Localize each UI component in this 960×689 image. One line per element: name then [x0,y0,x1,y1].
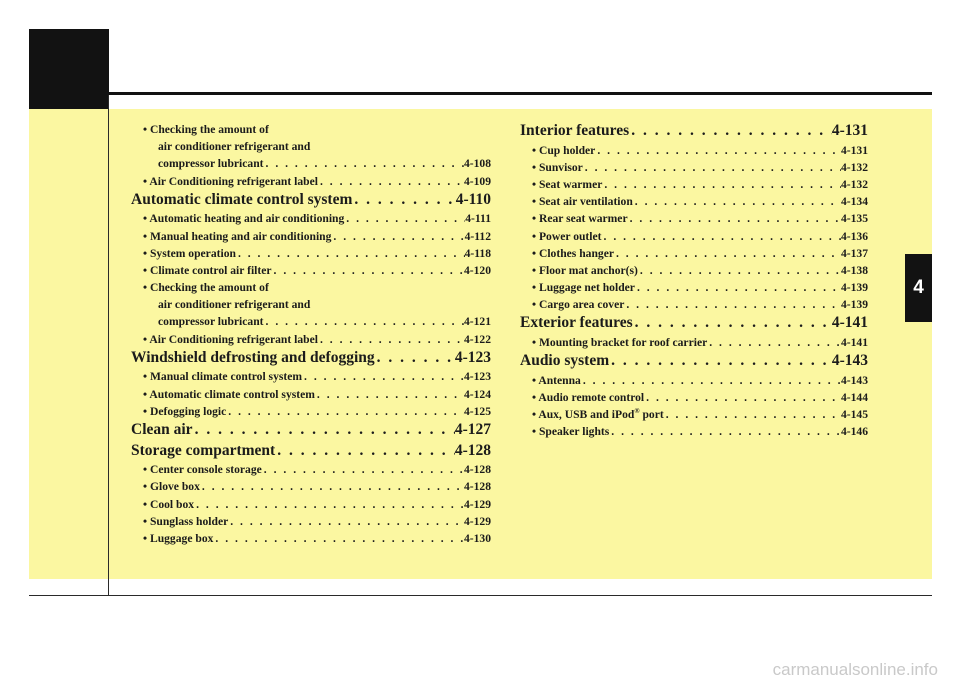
toc-entry-label [532,210,628,227]
dot-leader [707,334,841,351]
dot-leader [302,368,464,385]
dot-leader [633,193,841,210]
toc-subentry[interactable] [131,313,491,330]
toc-subentry[interactable] [131,513,491,530]
page-number: 4-118 [464,246,491,260]
toc-subentry[interactable] [131,210,491,227]
toc-entry-label [143,228,331,245]
page-number: 4-144 [840,391,868,405]
watermark: carmanualsonline.info [772,660,938,679]
page-number: 4-128 [454,441,491,459]
dot-leader [629,121,832,142]
dot-leader [635,279,841,296]
toc-entry-label [143,386,315,403]
entry-label-text: • Audio remote control [532,391,645,405]
toc-subentry[interactable] [520,142,868,159]
dot-leader [331,228,464,245]
toc-subentry[interactable] [520,228,868,245]
toc-subentry[interactable] [131,496,491,513]
toc-entry-label [158,313,264,330]
toc-entry-text: air conditioner refrigerant and [158,140,311,154]
toc-section-entry[interactable] [131,348,491,369]
dot-leader [664,406,841,423]
toc-subentry[interactable] [520,372,868,389]
dot-leader [228,513,464,530]
dot-leader [200,478,464,495]
entry-label-text: Automatic climate control system [131,190,353,208]
entry-label-text: • Floor mat anchor(s) [532,263,638,277]
toc-subentry[interactable] [131,403,491,420]
toc-subentry[interactable] [131,173,491,190]
registered-mark: ® [634,407,640,416]
dot-leader [226,403,464,420]
page-number: 4-123 [454,348,491,366]
toc-subentry[interactable] [520,245,868,262]
toc-section-entry[interactable] [520,121,868,142]
toc-entry-label [143,210,344,227]
entry-label-text: • Automatic climate control system [143,387,315,401]
toc-entry-label [532,279,635,296]
page-number: 4-125 [463,404,491,418]
dot-leader [275,441,455,462]
dot-leader [624,296,841,313]
toc-entry-label [532,372,581,389]
toc-entry-label [532,296,624,313]
page-number: 4-128 [463,463,491,477]
toc-right-column [520,121,868,441]
entry-label-text: • Power outlet [532,229,602,243]
toc-entry-label [143,245,236,262]
entry-label-text: • Glove box [143,480,200,494]
entry-label-text: Storage compartment [131,441,276,459]
toc-section-entry[interactable] [520,351,868,372]
toc-subentry[interactable] [520,389,868,406]
toc-subentry[interactable] [131,262,491,279]
page-number: 4-130 [463,531,491,545]
chapter-tab[interactable]: 4 [905,254,932,322]
entry-label-text: • Manual climate control system [143,370,303,384]
entry-label-text: • Cup holder [532,143,596,157]
page-number: 4-127 [454,421,491,438]
toc-entry-label [143,331,318,348]
dot-leader [352,190,455,211]
entry-label-text: • System operation [143,246,236,260]
dot-leader [581,372,841,389]
toc-subentry[interactable] [131,461,491,478]
page-number: 4-109 [463,174,491,188]
entry-label-text: • Air Conditioning refrigerant label [143,174,318,188]
toc-entry-label [532,245,614,262]
toc-entry-label [532,142,595,159]
toc-subentry[interactable] [520,334,868,351]
toc-entry-label [131,441,275,462]
dot-leader [315,386,464,403]
toc-entry-label [143,368,302,385]
dot-leader [272,262,464,279]
toc-entry-label [131,348,375,369]
dot-leader [602,176,841,193]
dot-leader [262,461,464,478]
entry-label-text: • Cool box [143,497,195,511]
page-number: 4-132 [840,160,868,174]
toc-entry-text: • Checking the amount of [143,123,269,136]
toc-entry-label [143,403,226,420]
header-rule [109,92,932,95]
toc-entry-label [143,262,272,279]
toc-entry-label [532,262,638,279]
toc-entry-label [532,423,609,440]
page-number: 4-141 [840,336,868,350]
page-number: 4-112 [464,229,491,243]
entry-label-text: • Automatic heating and air conditioning [143,212,345,226]
toc-subentry[interactable] [131,530,491,547]
page-number: 4-134 [840,195,868,209]
entry-label-text: • Luggage box [143,531,214,545]
page-number: 4-131 [840,143,868,157]
toc-entry-text: air conditioner refrigerant and [158,298,311,312]
toc-subentry[interactable] [131,245,491,262]
toc-entry-label [532,228,602,245]
dot-leader [194,496,464,513]
page-number: 4-146 [840,425,868,439]
entry-label-text: Interior features [520,122,630,139]
toc-subentry[interactable] [131,331,491,348]
entry-label-text: • Climate control air filter [143,263,272,277]
dot-leader [264,313,464,330]
entry-label-text: compressor lubricant [158,315,264,329]
dot-leader [264,155,464,172]
dot-leader [344,210,465,227]
page-number: 4-122 [463,332,491,346]
margin-rule [108,95,109,595]
page-number: 4-128 [463,480,491,494]
entry-label-text: Clean air [131,421,193,438]
toc-entry-label [532,193,633,210]
dot-leader [609,351,832,372]
toc-subentry[interactable] [131,228,491,245]
entry-label-text: Exterior features [520,314,633,332]
entry-label-text: Windshield defrosting and defogging [131,348,375,366]
entry-label-suffix: port [639,408,664,422]
toc-entry-label [131,420,193,441]
page-number: 4-111 [465,212,491,226]
toc-subentry[interactable] [520,193,868,210]
toc-subentry[interactable] [520,262,868,279]
toc-subentry[interactable] [520,176,868,193]
page-number: 4-129 [463,514,491,528]
entry-label-text: compressor lubricant [158,157,264,171]
dot-leader [644,389,841,406]
page-number: 4-132 [840,177,868,191]
toc-left-column [131,121,491,547]
entry-label-text: • Defogging logic [143,404,227,418]
page-number: 4-136 [840,229,868,243]
entry-label-text: • Air Conditioning refrigerant label [143,332,318,346]
entry-label-text: • Sunglass holder [143,514,229,528]
toc-entry-label [143,461,262,478]
page-number: 4-143 [840,373,868,387]
toc-section-entry[interactable] [131,420,491,441]
entry-label-text: • Speaker lights [532,425,610,439]
toc-entry-label [143,496,194,513]
dot-leader [583,159,841,176]
dot-leader [638,262,841,279]
dot-leader [236,245,465,262]
dot-leader [633,313,832,334]
toc-entry-label [532,176,602,193]
page-number: 4-110 [455,190,491,208]
toc-entry-label [143,478,200,495]
toc-entry-label [143,513,228,530]
toc-subentry[interactable] [131,386,491,403]
toc-subentry[interactable] [131,155,491,172]
entry-label-text: • Clothes hanger [532,246,614,260]
toc-subentry[interactable] [520,423,868,440]
page-number: 4-141 [831,314,868,332]
footer-rule [29,595,932,596]
toc-section-entry[interactable] [520,313,868,334]
toc-entry-text: • Checking the amount of [143,281,269,295]
dot-leader [318,173,464,190]
entry-label-text: • Seat warmer [532,177,603,191]
entry-label-text: • Manual heating and air conditioning [143,229,332,243]
entry-label-text: Audio system [520,352,610,370]
page-number: 4-138 [840,263,868,277]
page-number: 4-108 [463,157,491,171]
entry-label-text: • Sunvisor [532,160,583,174]
toc-subentry[interactable] [131,478,491,495]
dot-leader [602,228,841,245]
entry-label-text: • Luggage net holder [532,281,635,295]
page-number: 4-143 [831,352,868,370]
toc-subentry[interactable] [520,159,868,176]
entry-label-text: • Seat air ventilation [532,195,633,209]
entry-label-text: • Aux, USB and iPod [532,408,635,422]
toc-entry-label [143,173,318,190]
page-number: 4-145 [840,408,868,422]
toc-entry-label [520,313,633,334]
toc-subentry[interactable] [520,406,868,423]
entry-label-text: • Antenna [532,373,581,387]
entry-label-text: • Center console storage [143,463,262,477]
dot-leader [609,423,841,440]
entry-label-text: • Mounting bracket for roof carrier [532,336,708,350]
toc-entry-label [520,351,609,372]
toc-subentry[interactable] [520,279,868,296]
entry-label-text: • Rear seat warmer [532,212,628,226]
page-number: 4-124 [463,387,491,401]
toc-section-entry[interactable] [131,190,491,211]
toc-entry-label [532,389,644,406]
dot-leader [318,331,464,348]
toc-subentry[interactable] [520,296,868,313]
dot-leader [595,142,841,159]
toc-subentry[interactable] [520,210,868,227]
page-number: 4-139 [840,281,868,295]
dot-leader [628,210,841,227]
toc-entry-label [143,530,213,547]
toc-entry-label [131,190,352,211]
page-number: 4-121 [463,315,491,329]
chapter-header-block [29,29,109,109]
dot-leader [213,530,464,547]
entry-label-text: • Cargo area cover [532,298,625,312]
toc-entry-label [532,406,664,423]
toc-section-entry[interactable] [131,441,491,462]
toc-entry-label [532,334,707,351]
dot-leader [375,348,455,369]
page-number: 4-135 [840,212,868,226]
page-number: 4-139 [840,298,868,312]
toc-entry-label [520,121,629,142]
page-number: 4-131 [831,122,868,139]
page-number: 4-137 [840,246,868,260]
dot-leader [614,245,841,262]
page-number: 4-129 [463,497,491,511]
toc-entry-label [158,155,264,172]
page-number: 4-120 [463,263,491,277]
dot-leader [193,420,455,441]
toc-subentry[interactable] [131,368,491,385]
toc-entry-label [532,159,583,176]
page-number: 4-123 [463,370,491,384]
